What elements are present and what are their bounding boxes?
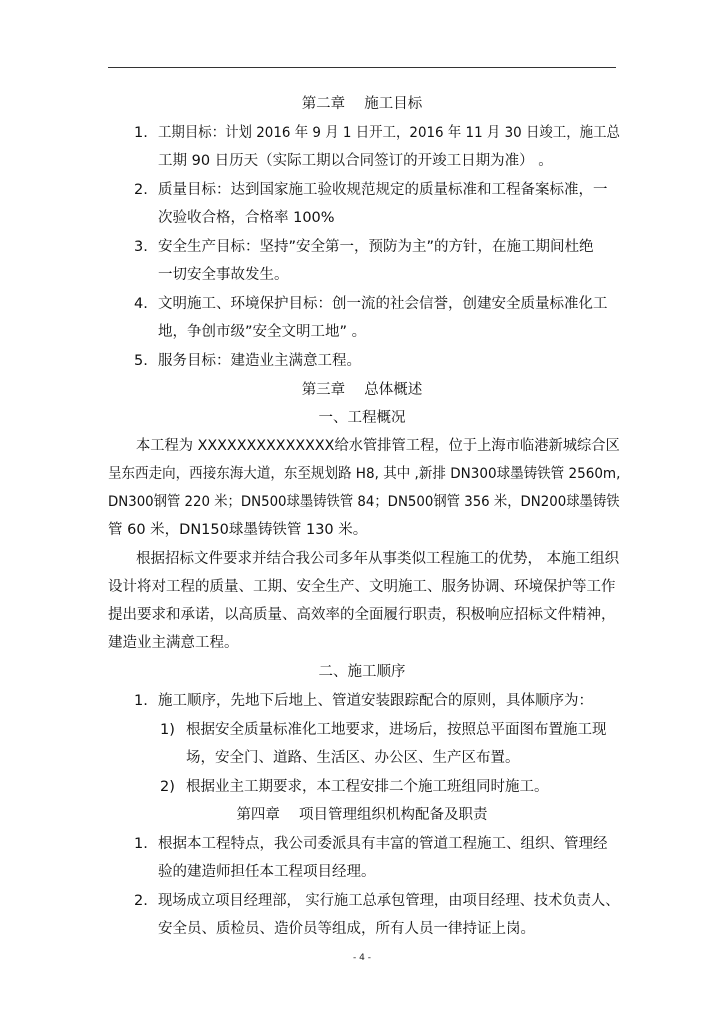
ch2-item-1-line-2: 工期 90 日历天（实际工期以合同签订的开竣工日期为准） 。: [158, 153, 553, 169]
sequence-subitem-2-line-1: 根据业主工期要求，本工程安排二个施工班组同时施工。: [186, 779, 549, 795]
ch2-item-3-line-1: 安全生产目标：坚持”安全第一，预防为主”的方针，在施工期间杜绝: [158, 239, 594, 255]
ch2-item-4-line-1: 文明施工、环境保护目标：创一流的社会信誉，创建安全质量标准化工: [158, 296, 608, 312]
section-2-title: 二、施工顺序: [318, 664, 406, 680]
section-1-title: 一、工程概况: [318, 410, 406, 426]
sequence-subitem-1-number: 1): [160, 722, 175, 738]
overview-para-1-line-3: DN300钢管 220 米；DN500球墨铸铁管 84；DN500钢管 356 米，DN200球墨铸铁: [108, 494, 620, 510]
chapter-3-title: 第三章 总体概述: [301, 382, 423, 398]
ch4-item-1-line-2: 验的建造师担任本工程项目经理。: [158, 864, 376, 880]
ch2-item-3-number: 3.: [134, 239, 148, 255]
ch4-item-2-line-2: 安全员、质检员、造价员等组成，所有人员一律持证上岗。: [158, 921, 535, 937]
sequence-item-1-text: 施工顺序，先地下后地上、管道安装跟踪配合的原则，具体顺序为：: [158, 693, 593, 709]
sequence-item-1-number: 1.: [134, 693, 148, 709]
header-rule: [108, 67, 616, 68]
ch4-item-1-line-1: 根据本工程特点，我公司委派具有丰富的管道工程施工、组织、管理经: [158, 836, 608, 852]
ch2-item-4-line-2: 地，争创市级”安全文明工地” 。: [158, 324, 367, 340]
ch2-item-3-line-2: 一切安全事故发生。: [158, 267, 289, 283]
overview-para-2-line-3: 提出要求和承诺，以高质量、高效率的全面履行职责，积极响应招标文件精神，: [108, 607, 616, 623]
overview-para-1-line-2: 呈东西走向，西接东海大道，东至规划路 H8, 其中 ,新排 DN300球墨铸铁管 2560m,: [108, 466, 621, 482]
ch2-item-5-line-1: 服务目标：建造业主满意工程。: [158, 353, 361, 369]
ch4-item-2-line-1: 现场成立项目经理部， 实行施工总承包管理，由项目经理、技术负责人、: [158, 893, 620, 909]
chapter-2-title: 第二章 施工目标: [301, 96, 423, 112]
ch2-item-2-line-2: 次验收合格，合格率 100%: [158, 210, 335, 226]
ch2-item-5-number: 5.: [134, 353, 148, 369]
chapter-4-title: 第四章 项目管理组织机构配备及职责: [236, 807, 488, 823]
ch4-item-1-number: 1.: [134, 836, 148, 852]
ch2-item-1-line-1: 工期目标：计划 2016 年 9 月 1 日开工，2016 年 11 月 30 日竣工，施工总: [158, 125, 620, 141]
ch4-item-2-number: 2.: [134, 893, 148, 909]
sequence-subitem-1-line-2: 场，安全门、道路、生活区、办公区、生产区布置。: [186, 750, 520, 766]
overview-para-2-line-1: 根据招标文件要求并结合我公司多年从事类似工程施工的优势， 本施工组织: [136, 551, 620, 567]
overview-para-2-line-2: 设计将对工程的质量、工期、安全生产、文明施工、服务协调、环境保护等工作: [108, 579, 616, 595]
sequence-subitem-2-number: 2): [160, 779, 175, 795]
page-number: - 4 -: [353, 953, 371, 963]
overview-para-2-line-4: 建造业主满意工程。: [108, 635, 239, 651]
ch2-item-4-number: 4.: [134, 296, 148, 312]
sequence-subitem-1-line-1: 根据安全质量标准化工地要求，进场后，按照总平面图布置施工现: [186, 722, 607, 738]
ch2-item-2-number: 2.: [134, 182, 148, 198]
overview-para-1-line-1: 本工程为 XXXXXXXXXXXXXX给水管排管工程，位于上海市临港新城综合区: [136, 438, 620, 454]
ch2-item-1-number: 1.: [134, 125, 148, 141]
ch2-item-2-line-1: 质量目标：达到国家施工验收规范规定的质量标准和工程备案标准，一: [158, 182, 608, 198]
overview-para-1-line-4: 管 60 米，DN150球墨铸铁管 130 米。: [108, 522, 368, 538]
